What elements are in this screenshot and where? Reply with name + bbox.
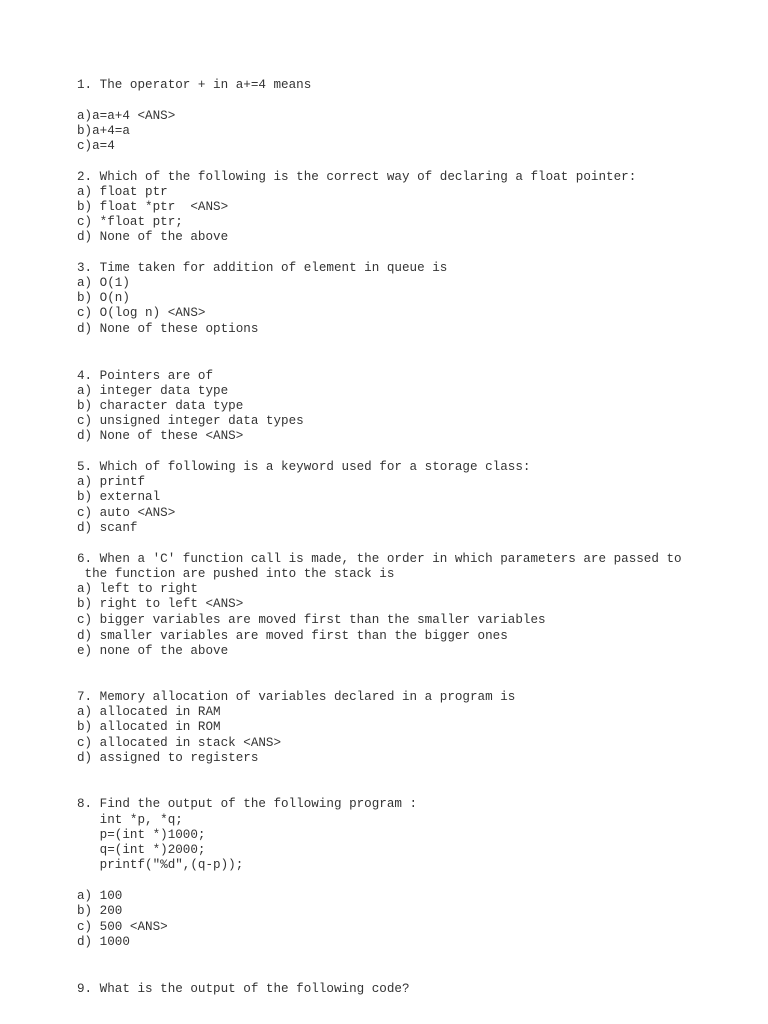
question-2-text: 2. Which of the following is the correct way of declaring a float pointer: (77, 170, 637, 184)
question-4-text: 4. Pointers are of (77, 369, 214, 383)
question-1-option-b: b)a+4=a (77, 124, 130, 138)
question-5-option-c: c) auto <ANS> (77, 506, 176, 520)
question-6-option-b: b) right to left <ANS> (77, 597, 244, 611)
question-7-option-c: c) allocated in stack <ANS> (77, 736, 282, 750)
question-7-option-b: b) allocated in ROM (77, 720, 221, 734)
question-2-option-c: c) *float ptr; (77, 215, 183, 229)
question-8-code-line: p=(int *)1000; (77, 828, 206, 842)
question-7-text: 7. Memory allocation of variables declared in a program is (77, 690, 516, 704)
question-3-option-a: a) O(1) (77, 276, 130, 290)
question-5-text: 5. Which of following is a keyword used for a storage class: (77, 460, 531, 474)
question-1-text: 1. The operator + in a+=4 means (77, 78, 312, 92)
question-2-option-d: d) None of the above (77, 230, 229, 244)
question-6-option-e: e) none of the above (77, 644, 229, 658)
question-5-option-a: a) printf (77, 475, 146, 489)
question-4-option-a: a) integer data type (77, 384, 229, 398)
question-1-option-a: a)a=a+4 <ANS> (77, 109, 176, 123)
question-4-option-b: b) character data type (77, 399, 244, 413)
question-2-option-a: a) float ptr (77, 185, 168, 199)
question-6-text: 6. When a 'C' function call is made, the order in which parameters are passed to (77, 552, 682, 566)
question-2-option-b: b) float *ptr <ANS> (77, 200, 229, 214)
question-6-option-a: a) left to right (77, 582, 198, 596)
question-6-option-d: d) smaller variables are moved first than the bigger ones (77, 629, 508, 643)
question-1-option-c: c)a=4 (77, 139, 115, 153)
question-8-option-d: d) 1000 (77, 935, 130, 949)
question-4-option-c: c) unsigned integer data types (77, 414, 304, 428)
question-9-text: 9. What is the output of the following code? (77, 982, 410, 996)
question-3-option-b: b) O(n) (77, 291, 130, 305)
question-8-code-line: printf("%d",(q-p)); (77, 858, 244, 872)
question-6-option-c: c) bigger variables are moved first than the smaller variables (77, 613, 546, 627)
question-8-code-line: q=(int *)2000; (77, 843, 206, 857)
question-5-option-d: d) scanf (77, 521, 138, 535)
question-7-option-a: a) allocated in RAM (77, 705, 221, 719)
question-8-text: 8. Find the output of the following program : (77, 797, 418, 811)
question-3-option-c: c) O(log n) <ANS> (77, 306, 206, 320)
question-8-code-line: int *p, *q; (77, 813, 183, 827)
question-8-option-a: a) 100 (77, 889, 123, 903)
question-5-option-b: b) external (77, 490, 161, 504)
question-7-option-d: d) assigned to registers (77, 751, 259, 765)
question-8-option-c: c) 500 <ANS> (77, 920, 168, 934)
question-8-option-b: b) 200 (77, 904, 123, 918)
question-4-option-d: d) None of these <ANS> (77, 429, 244, 443)
question-3-text: 3. Time taken for addition of element in queue is (77, 261, 448, 275)
question-6-text-continued: the function are pushed into the stack is (77, 567, 395, 581)
question-3-option-d: d) None of these options (77, 322, 259, 336)
